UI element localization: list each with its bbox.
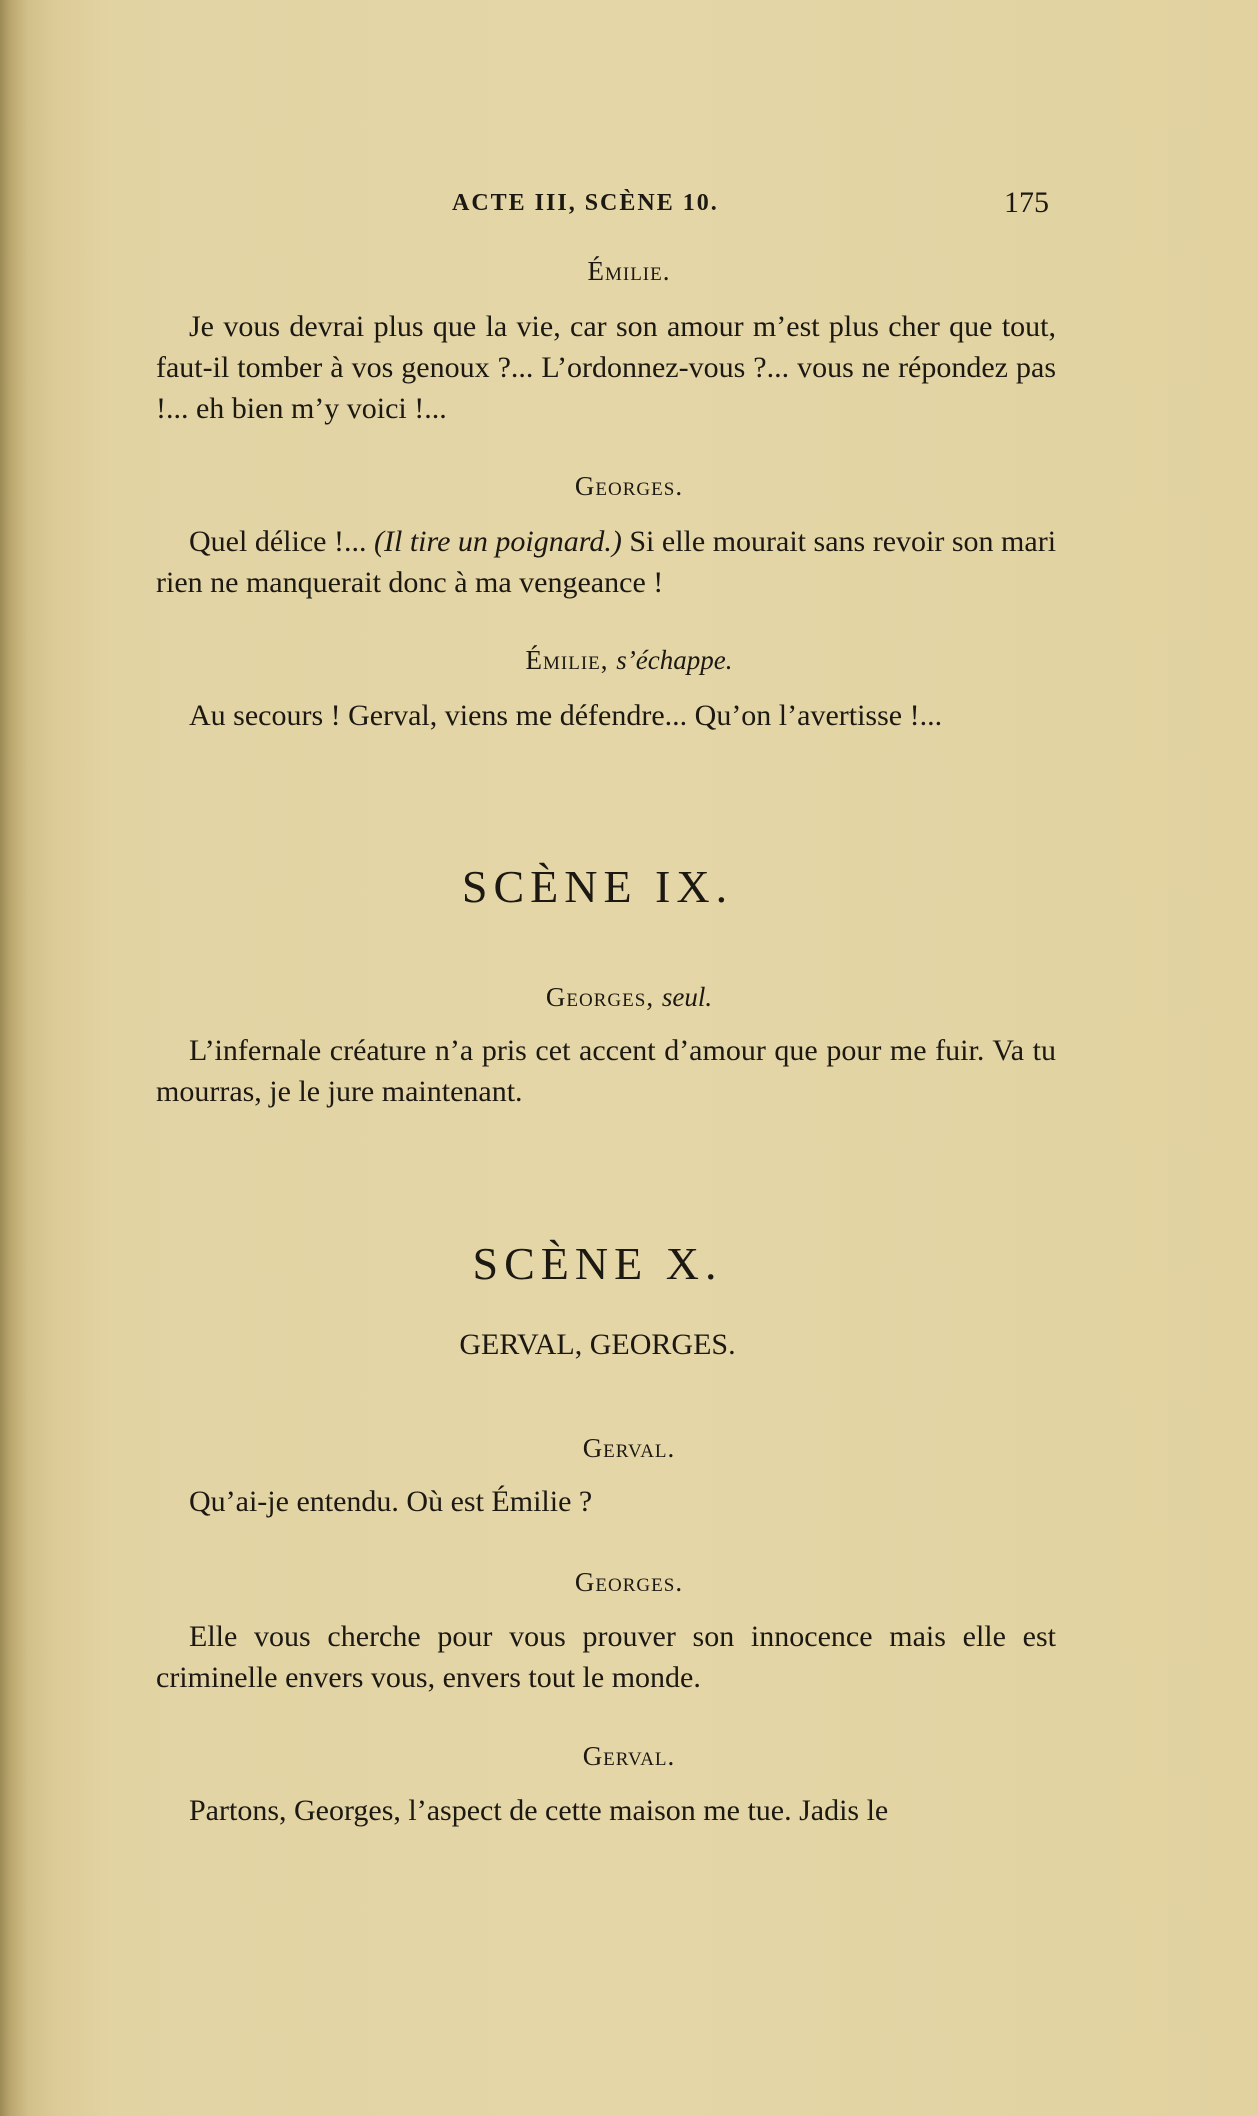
stage-direction: s’échappe. [616, 645, 733, 675]
stage-direction: seul. [661, 982, 713, 1012]
speaker-gerval-1: Gerval. [582, 1433, 676, 1463]
scene-9-title: SCÈNE IX. [461, 861, 734, 912]
speech-text [156, 521, 1056, 603]
speaker-georges-seul [0, 982, 1258, 1013]
speaker-georges: Georges. [574, 471, 684, 501]
speaker-emilie: Émilie. [587, 256, 671, 286]
speech-text-part: Si elle mourait sans revoir son mari rien ne manquerait donc à ma vengeance ! [156, 525, 1057, 599]
scene-10-title: SCÈNE X. [472, 1238, 723, 1289]
speaker-label: Émilie, [525, 645, 609, 675]
speech-georges-1 [156, 521, 1056, 603]
speech-georges-2 [156, 1030, 1056, 1112]
speech-gerval-2 [156, 1790, 1056, 1831]
speech-text: Qu’ai-je entendu. Où est Émilie ? [189, 1485, 593, 1518]
speech-text: Elle vous cherche pour vous prouver son innocence mais elle est criminelle envers vous, envers tout le monde. [156, 1620, 1056, 1694]
speaker-emilie-2 [0, 645, 1258, 676]
speech-text: Je vous devrai plus que la vie, car son amour m’est plus cher que tout, faut-il tomber à vos genoux ?... L’ordonnez-vous ?... vous ne répondez pas !... eh bien m’y voici !... [156, 310, 1056, 425]
speech-text: L’infernale créature n’a pris cet accent d’amour que pour me fuir. Va tu mourras, je le jure maintenant. [156, 1034, 1056, 1108]
scene-10-characters: GERVAL, GEORGES. [459, 1328, 736, 1361]
speech-emilie-1 [156, 306, 1056, 429]
speech-text-part: Quel délice !... [189, 525, 367, 558]
speech-text: Partons, Georges, l’aspect de cette maison me tue. Jadis le [189, 1794, 889, 1827]
running-header: ACTE III, SCÈNE 10. [452, 190, 719, 216]
speaker-gerval-2: Gerval. [582, 1741, 676, 1771]
speech-gerval-1 [156, 1481, 1056, 1522]
speaker-georges-3: Georges. [574, 1567, 684, 1597]
speech-text: Au secours ! Gerval, viens me défendre... Qu’on l’avertisse !... [189, 699, 943, 732]
speech-georges-3 [156, 1616, 1056, 1698]
page-number: 175 [1004, 186, 1049, 219]
stage-direction: (Il tire un poignard.) [374, 525, 622, 558]
speaker-label: Georges, [545, 982, 655, 1012]
speech-emilie-2 [156, 695, 1056, 736]
